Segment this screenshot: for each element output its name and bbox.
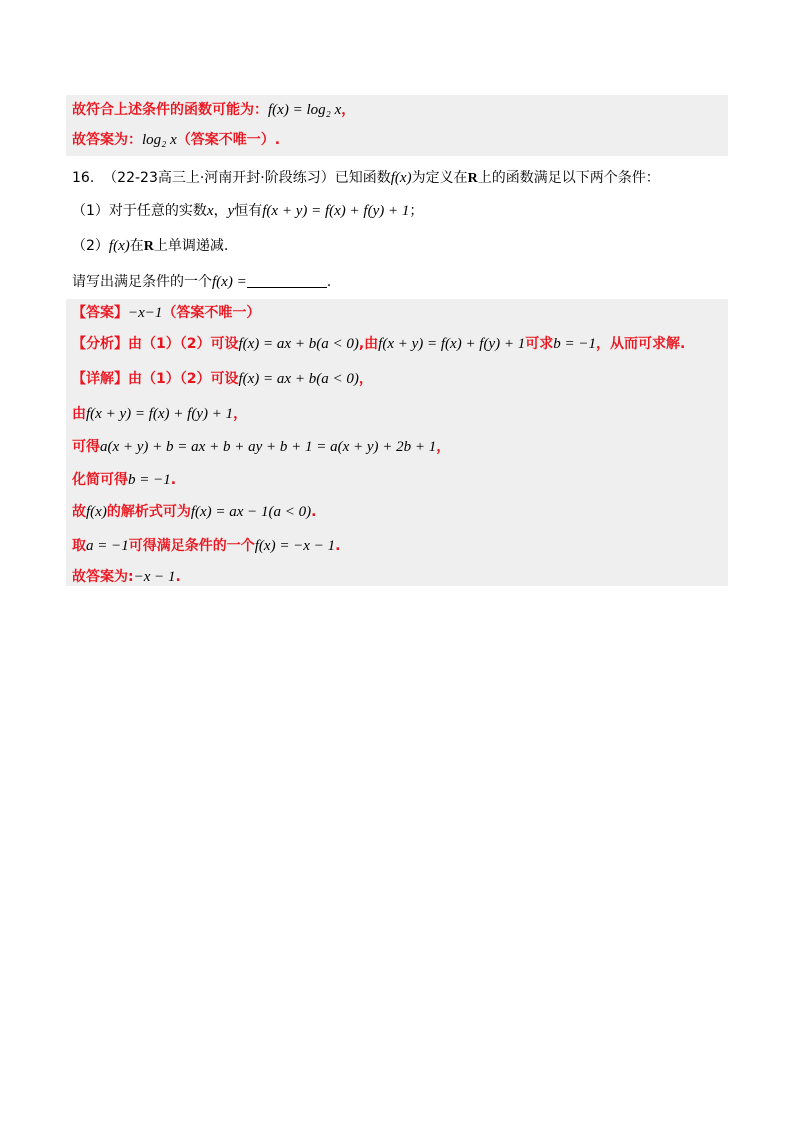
prev-conclusion-line: 故符合上述条件的函数可能为：f(x) = log₂ x， [72, 102, 356, 118]
analysis-line: 【分析】由（1）（2）可设f(x) = ax + b(a < 0),由f(x + y) = f(x) + f(y) + 1可求b = −1，从而可求解. [72, 336, 686, 352]
question-line: 请写出满足条件的一个f(x) = . [72, 274, 332, 290]
detail-line-6: 取a = −1可得满足条件的一个f(x) = −x − 1. [72, 538, 341, 554]
math-formula: a(x + y) + b = ax + b + ay + b + 1 = a(x + y) + 2b + 1 [100, 439, 437, 455]
math-formula: f(x) [390, 170, 412, 186]
detail-label: 【详解】由（1）（2）可设 [72, 371, 239, 387]
condition-2: （2）f(x)在R上单调递减. [72, 238, 229, 254]
math-formula: f(x) = ax + b(a < 0) [238, 371, 359, 387]
problem-statement: 16. （22-23高三上·河南开封·阶段练习）已知函数f(x)为定义在R上的函数满足以下两个条件： [72, 170, 660, 186]
math-formula: f(x) = ax − 1(a < 0) [190, 504, 312, 520]
math-formula: f(x) [86, 504, 107, 520]
detail-line-7: 故答案为:−x − 1. [72, 569, 181, 585]
detail-line-5: 故f(x)的解析式可为f(x) = ax − 1(a < 0). [72, 504, 317, 520]
math-formula: f(x) = ax + b(a < 0) [238, 336, 359, 352]
detail-line-4: 化简可得b = −1. [72, 472, 177, 488]
math-formula: f(x + y) = f(x) + f(y) + 1 [262, 203, 410, 219]
analysis-label: 【分析】由（1）（2）可设 [72, 336, 239, 352]
detail-line-3: 可得a(x + y) + b = ax + b + ay + b + 1 = a(x + y) + 2b + 1， [72, 439, 451, 455]
answer-line: 【答案】−x−1（答案不唯一） [72, 305, 261, 321]
condition-1: （1）对于任意的实数x，y恒有f(x + y) = f(x) + f(y) + 1； [72, 203, 424, 219]
math-formula: f(x) = −x − 1 [254, 538, 336, 554]
answer-blank [247, 273, 327, 288]
math-formula: a = −1 [86, 538, 129, 554]
math-formula: f(x + y) = f(x) + f(y) + 1 [378, 336, 526, 352]
detail-line-1: 【详解】由（1）（2）可设f(x) = ax + b(a < 0)， [72, 371, 373, 387]
math-formula: b = −1 [553, 336, 596, 352]
math-formula: −x − 1 [133, 569, 176, 585]
math-formula: f(x + y) = f(x) + f(y) + 1 [86, 406, 234, 422]
answer-label: 【答案】 [72, 305, 128, 321]
math-formula: f(x) = [212, 274, 247, 290]
math-formula: b = −1 [128, 472, 171, 488]
problem-number: 16. [72, 170, 95, 186]
math-formula: −x−1 [128, 305, 163, 321]
math-formula: f(x) = log₂ x [268, 102, 342, 118]
math-formula: log₂ x [142, 132, 177, 148]
prev-answer-line: 故答案为：log₂ x（答案不唯一）. [72, 132, 281, 148]
detail-line-2: 由f(x + y) = f(x) + f(y) + 1， [72, 406, 248, 422]
